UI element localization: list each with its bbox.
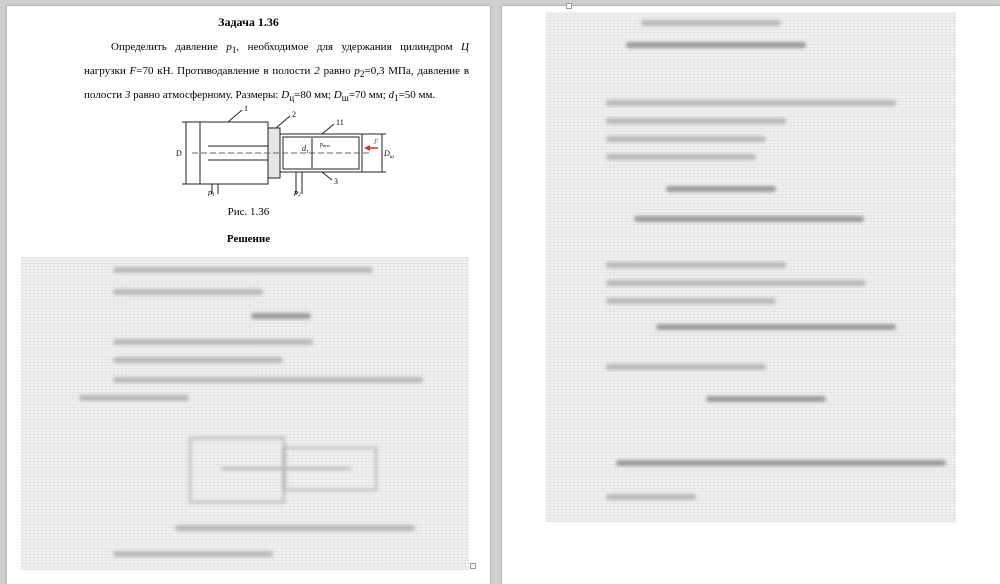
symbol-cavity-3: 3	[124, 89, 131, 102]
text-run: =70 мм;	[348, 89, 389, 102]
label-p2: p2	[294, 188, 301, 196]
cylinder-diagram	[172, 104, 412, 196]
text-run: =80 мм;	[294, 89, 334, 102]
label-d1: $d_1$	[302, 144, 309, 155]
text-run: Определить давление	[111, 41, 227, 53]
text-run: , необходимое для удержания цилиндром	[236, 41, 462, 53]
text-run: равно атмосферному. Размеры:	[130, 89, 282, 102]
label-inner-pressure: pатм	[320, 142, 330, 148]
page-resize-marker	[566, 3, 572, 9]
subscript: ц	[289, 93, 295, 104]
symbol-dc: D	[281, 89, 290, 102]
problem-statement	[84, 37, 469, 110]
page-resize-marker	[470, 563, 476, 569]
label-3: 3	[334, 177, 338, 186]
symbol-p2: p	[354, 65, 360, 78]
label-p1: p1	[208, 188, 215, 196]
blurred-solution-image	[21, 257, 469, 570]
symbol-cavity-2: 2	[314, 65, 320, 78]
document-page-left	[7, 6, 490, 584]
label-11: 11	[336, 118, 344, 127]
blurred-solution-image-continued	[546, 12, 956, 522]
subscript: ш	[341, 93, 349, 104]
symbol-force: F	[129, 65, 137, 78]
subscript: 2	[359, 69, 365, 80]
problem-title: Задача 1.36	[218, 15, 279, 29]
subscript: 1	[394, 93, 399, 104]
text-run: =0,3 МПа, давление в полости	[84, 65, 470, 102]
symbol-cylinder: Ц	[461, 41, 469, 53]
text-run: нагрузки	[84, 65, 130, 78]
document-page-right	[502, 6, 1000, 584]
label-2: 2	[292, 110, 296, 119]
label-Dsh: $D_ш$	[384, 149, 394, 160]
text-run: =70 кН. Противодавление в полости	[136, 65, 315, 78]
subscript: 1	[231, 45, 237, 56]
figure-caption: Рис. 1.36	[227, 206, 270, 218]
label-F: F	[374, 138, 379, 146]
label-1: 1	[244, 104, 248, 113]
symbol-p1: p	[226, 41, 232, 53]
text-run: равно	[319, 65, 355, 78]
symbol-dsh: D	[333, 89, 342, 102]
symbol-d1: d	[388, 89, 394, 102]
label-D: D	[176, 149, 182, 158]
solution-heading: Решение	[226, 233, 271, 245]
text-run: =50 мм.	[398, 89, 436, 102]
